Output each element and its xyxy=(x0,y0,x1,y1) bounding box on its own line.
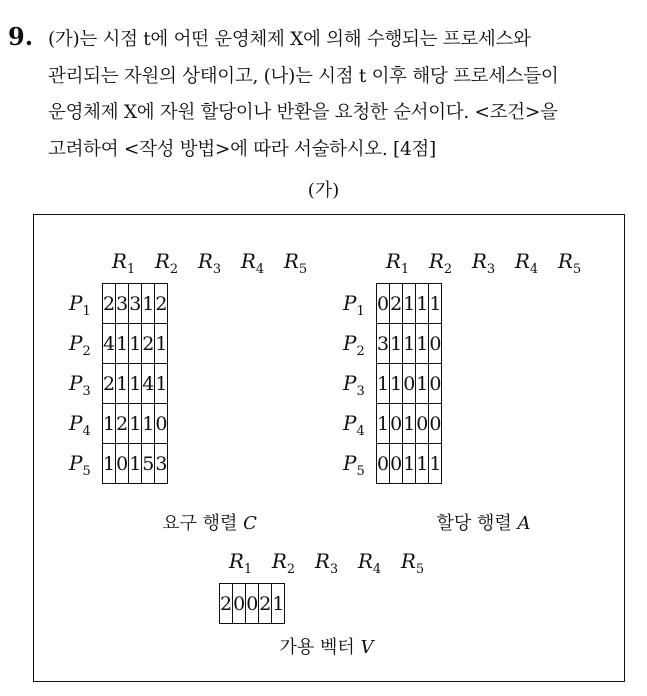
matrix-cell: 1 xyxy=(416,324,429,364)
matrix-cell: 1 xyxy=(390,364,403,404)
available-caption-symbol: V xyxy=(360,637,374,658)
available-caption-text: 가용 벡터 xyxy=(279,637,355,658)
process-label xyxy=(343,403,365,443)
matrix-cell: 1 xyxy=(116,364,129,404)
demand-caption xyxy=(102,509,317,535)
question-line: 관리되는 자원의 상태이고, (나)는 시점 t 이후 해당 프로세스들이 xyxy=(48,65,559,87)
process-index: 5 xyxy=(82,464,91,479)
resource-index: 5 xyxy=(298,262,308,277)
matrix-row xyxy=(103,404,168,444)
matrix-cell: 1 xyxy=(155,364,168,404)
vector-cell: 2 xyxy=(259,584,272,624)
matrix-cell: 3 xyxy=(377,324,390,364)
question-line: 고려하여 <작성 방법>에 따라 서술하시오. [4점] xyxy=(48,138,436,160)
resource-index: 2 xyxy=(169,262,179,277)
matrix-row xyxy=(377,284,442,324)
resource-index: 5 xyxy=(415,562,425,577)
resource-index: 1 xyxy=(400,262,410,277)
process-index: 2 xyxy=(82,344,91,359)
matrix-row xyxy=(377,364,442,404)
available-header-row xyxy=(219,549,434,577)
vector-cell: 1 xyxy=(272,584,285,624)
resource-letter: R xyxy=(557,249,573,273)
matrix-cell: 5 xyxy=(142,444,155,484)
vector-cell: 0 xyxy=(246,584,259,624)
resource-letter: R xyxy=(385,249,401,273)
matrix-cell: 3 xyxy=(155,444,168,484)
process-index: 4 xyxy=(356,424,365,439)
process-index: 1 xyxy=(356,304,365,319)
matrix-cell: 1 xyxy=(377,404,390,444)
vector-cell: 2 xyxy=(220,584,233,624)
matrix-cell: 1 xyxy=(129,324,142,364)
resource-index: 3 xyxy=(486,262,496,277)
allocation-caption-text: 할당 행렬 xyxy=(436,513,512,534)
matrix-cell: 1 xyxy=(390,324,403,364)
resource-header xyxy=(348,549,391,577)
resource-header xyxy=(391,549,434,577)
process-index: 3 xyxy=(356,384,365,399)
matrix-cell: 1 xyxy=(155,324,168,364)
matrix-cell: 1 xyxy=(403,284,416,324)
process-letter: P xyxy=(69,331,83,355)
matrix-cell: 3 xyxy=(116,284,129,324)
matrix-cell: 3 xyxy=(129,284,142,324)
matrix-cell: 4 xyxy=(103,324,116,364)
resource-letter: R xyxy=(314,549,330,573)
allocation-grid xyxy=(376,283,442,484)
matrix-cell: 0 xyxy=(429,364,442,404)
resource-letter: R xyxy=(240,249,256,273)
matrix-row xyxy=(103,364,168,404)
demand-caption-text: 요구 행렬 xyxy=(162,513,238,534)
question-number: 9. xyxy=(8,22,34,51)
process-index: 5 xyxy=(356,464,365,479)
matrix-cell: 2 xyxy=(103,284,116,324)
matrix-cell: 1 xyxy=(416,444,429,484)
matrix-cell: 1 xyxy=(403,324,416,364)
resource-letter: R xyxy=(154,249,170,273)
resource-letter: R xyxy=(471,249,487,273)
process-index: 4 xyxy=(82,424,91,439)
matrix-cell: 1 xyxy=(429,284,442,324)
resource-letter: R xyxy=(283,249,299,273)
resource-index: 4 xyxy=(529,262,539,277)
resource-index: 3 xyxy=(329,562,339,577)
demand-grid xyxy=(102,283,168,484)
vector-row xyxy=(220,584,285,624)
resource-letter: R xyxy=(400,549,416,573)
matrix-cell: 1 xyxy=(377,364,390,404)
matrix-cell: 0 xyxy=(429,404,442,444)
resource-index: 5 xyxy=(572,262,582,277)
process-label xyxy=(69,443,91,483)
resource-letter: R xyxy=(428,249,444,273)
matrix-cell: 1 xyxy=(403,444,416,484)
matrix-cell: 1 xyxy=(429,444,442,484)
allocation-caption xyxy=(376,509,591,535)
matrix-cell: 1 xyxy=(103,444,116,484)
process-letter: P xyxy=(69,371,83,395)
resource-index: 1 xyxy=(126,262,136,277)
allocation-row-labels xyxy=(343,283,365,483)
process-label xyxy=(69,363,91,403)
resource-header xyxy=(305,549,348,577)
resource-header xyxy=(505,249,548,277)
matrix-cell: 1 xyxy=(129,364,142,404)
resource-index: 4 xyxy=(255,262,265,277)
demand-row-labels xyxy=(69,283,91,483)
matrix-cell: 1 xyxy=(129,444,142,484)
matrix-cell: 4 xyxy=(142,364,155,404)
matrix-cell: 1 xyxy=(416,284,429,324)
question-text xyxy=(48,22,638,168)
resource-letter: R xyxy=(197,249,213,273)
resource-letter: R xyxy=(514,249,530,273)
resource-letter: R xyxy=(271,549,287,573)
matrix-cell: 0 xyxy=(390,404,403,444)
available-grid xyxy=(219,583,285,624)
matrix-cell: 1 xyxy=(403,404,416,444)
matrix-cell: 2 xyxy=(103,364,116,404)
resource-index: 4 xyxy=(372,562,382,577)
resource-letter: R xyxy=(357,549,373,573)
process-letter: P xyxy=(69,451,83,475)
matrix-cell: 1 xyxy=(129,404,142,444)
question-line: (가)는 시점 t에 어떤 운영체제 X에 의해 수행되는 프로세스와 xyxy=(48,29,531,50)
matrix-cell: 0 xyxy=(390,444,403,484)
resource-header xyxy=(102,249,145,277)
matrix-cell: 1 xyxy=(142,404,155,444)
resource-letter: R xyxy=(228,549,244,573)
resource-header xyxy=(548,249,591,277)
resource-letter: R xyxy=(111,249,127,273)
matrix-cell: 0 xyxy=(377,284,390,324)
resource-header xyxy=(262,549,305,577)
figure-frame xyxy=(33,214,625,682)
matrix-cell: 2 xyxy=(116,404,129,444)
matrix-cell: 2 xyxy=(155,284,168,324)
resource-header xyxy=(274,249,317,277)
matrix-cell: 1 xyxy=(116,324,129,364)
matrix-row xyxy=(377,404,442,444)
matrix-cell: 0 xyxy=(416,404,429,444)
vector-cell: 0 xyxy=(233,584,246,624)
resource-header xyxy=(419,249,462,277)
matrix-cell: 0 xyxy=(155,404,168,444)
demand-header-row xyxy=(102,249,317,277)
resource-header xyxy=(376,249,419,277)
matrix-cell: 2 xyxy=(390,284,403,324)
resource-header xyxy=(145,249,188,277)
resource-index: 2 xyxy=(443,262,453,277)
matrix-row xyxy=(103,444,168,484)
process-index: 2 xyxy=(356,344,365,359)
resource-header xyxy=(219,549,262,577)
allocation-header-row xyxy=(376,249,591,277)
process-label xyxy=(343,443,365,483)
matrix-cell: 0 xyxy=(377,444,390,484)
process-letter: P xyxy=(343,331,357,355)
resource-header xyxy=(462,249,505,277)
matrix-cell: 0 xyxy=(429,324,442,364)
process-label xyxy=(343,363,365,403)
process-label xyxy=(343,323,365,363)
resource-index: 3 xyxy=(212,262,222,277)
section-label: (가) xyxy=(307,180,340,201)
matrix-row xyxy=(103,324,168,364)
process-letter: P xyxy=(343,451,357,475)
process-letter: P xyxy=(69,411,83,435)
resource-index: 2 xyxy=(286,562,296,577)
process-index: 1 xyxy=(82,304,91,319)
question-line: 운영체제 X에 자원 할당이나 반환을 요청한 순서이다. <조건>을 xyxy=(48,102,558,123)
process-label xyxy=(69,403,91,443)
matrix-row xyxy=(377,324,442,364)
process-label xyxy=(69,283,91,323)
process-letter: P xyxy=(69,291,83,315)
resource-index: 1 xyxy=(243,562,253,577)
matrix-cell: 1 xyxy=(103,404,116,444)
matrix-cell: 0 xyxy=(403,364,416,404)
resource-header xyxy=(231,249,274,277)
process-letter: P xyxy=(343,291,357,315)
matrix-cell: 2 xyxy=(142,324,155,364)
matrix-cell: 0 xyxy=(116,444,129,484)
matrix-cell: 1 xyxy=(142,284,155,324)
process-label xyxy=(69,323,91,363)
process-label xyxy=(343,283,365,323)
process-letter: P xyxy=(343,371,357,395)
resource-header xyxy=(188,249,231,277)
allocation-caption-symbol: A xyxy=(517,513,531,534)
matrix-cell: 1 xyxy=(416,364,429,404)
demand-caption-symbol: C xyxy=(243,513,257,534)
process-index: 3 xyxy=(82,384,91,399)
matrix-row xyxy=(103,284,168,324)
process-letter: P xyxy=(343,411,357,435)
matrix-row xyxy=(377,444,442,484)
available-caption xyxy=(219,633,434,659)
